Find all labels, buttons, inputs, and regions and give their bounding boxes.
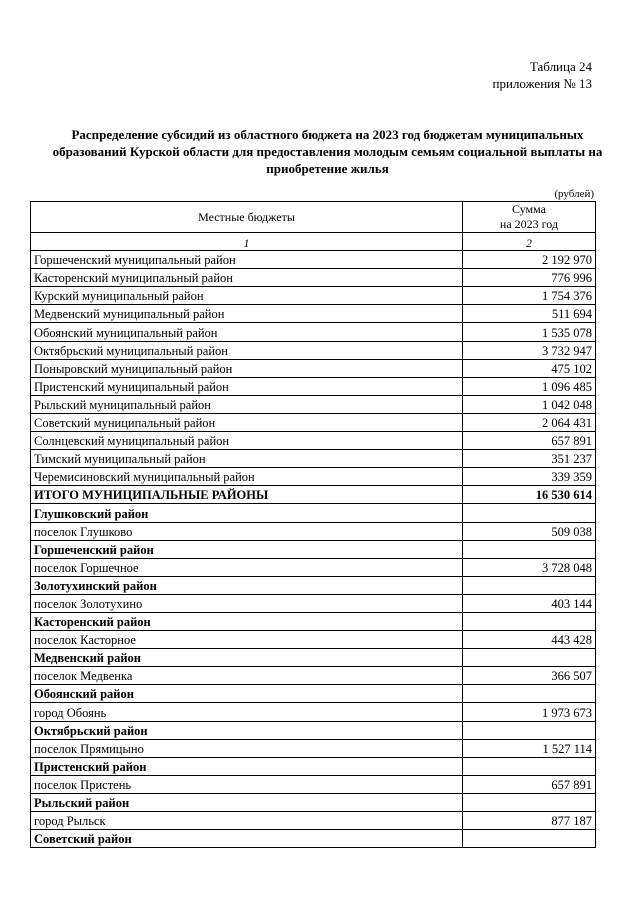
row-amount: 2 064 431 <box>463 413 596 431</box>
table-row <box>31 486 596 504</box>
row-budget-name: Обоянский район <box>31 685 463 703</box>
row-budget-name: Поныровский муниципальный район <box>31 359 463 377</box>
header-amount <box>463 202 596 233</box>
table-row <box>31 432 596 450</box>
table-row <box>31 612 596 630</box>
table-row <box>31 413 596 431</box>
table-row <box>31 685 596 703</box>
row-budget-name: Касторенский район <box>31 612 463 630</box>
row-budget-name: Солнцевский муниципальный район <box>31 432 463 450</box>
table-row <box>31 287 596 305</box>
row-budget-name: Медвенский район <box>31 649 463 667</box>
row-amount: 657 891 <box>463 432 596 450</box>
row-amount <box>463 576 596 594</box>
row-amount: 1 527 114 <box>463 739 596 757</box>
row-budget-name: Октябрьский муниципальный район <box>31 341 463 359</box>
row-amount <box>463 649 596 667</box>
table-row <box>31 649 596 667</box>
table-row <box>31 341 596 359</box>
row-amount <box>463 793 596 811</box>
row-amount <box>463 721 596 739</box>
row-amount <box>463 540 596 558</box>
table-row <box>31 540 596 558</box>
row-budget-name: поселок Прямицыно <box>31 739 463 757</box>
row-budget-name: Горшеченский муниципальный район <box>31 251 463 269</box>
column-number-2: 2 <box>463 233 596 251</box>
row-amount <box>463 612 596 630</box>
table-row <box>31 739 596 757</box>
row-amount: 877 187 <box>463 812 596 830</box>
document-title: Распределение субсидий из областного бюджета на 2023 год бюджетам муниципальных образований Курской области для предоставления молодым семьям социальной выплаты на приобретение жилья <box>52 127 603 176</box>
row-amount: 1 096 485 <box>463 377 596 395</box>
units-label: (рублей) <box>554 188 594 200</box>
table-row <box>31 395 596 413</box>
table-row <box>31 793 596 811</box>
row-amount <box>463 757 596 775</box>
row-amount: 339 359 <box>463 468 596 486</box>
row-budget-name: Пристенский район <box>31 757 463 775</box>
row-amount <box>463 830 596 848</box>
table-row <box>31 631 596 649</box>
table-row <box>31 450 596 468</box>
row-budget-name: поселок Касторное <box>31 631 463 649</box>
row-amount: 2 192 970 <box>463 251 596 269</box>
table-body <box>31 251 596 848</box>
row-amount: 366 507 <box>463 667 596 685</box>
table-row <box>31 830 596 848</box>
row-budget-name: Медвенский муниципальный район <box>31 305 463 323</box>
table-row <box>31 775 596 793</box>
row-amount: 403 144 <box>463 594 596 612</box>
row-amount: 3 728 048 <box>463 558 596 576</box>
row-budget-name: город Обоянь <box>31 703 463 721</box>
row-amount: 1 535 078 <box>463 323 596 341</box>
table-row <box>31 359 596 377</box>
row-amount: 511 694 <box>463 305 596 323</box>
row-amount: 1 754 376 <box>463 287 596 305</box>
row-budget-name: Курский муниципальный район <box>31 287 463 305</box>
column-number-1: 1 <box>31 233 463 251</box>
table-reference <box>493 58 592 92</box>
row-budget-name: Рыльский район <box>31 793 463 811</box>
row-budget-name: Тимский муниципальный район <box>31 450 463 468</box>
row-amount: 509 038 <box>463 522 596 540</box>
row-budget-name: Горшеченский район <box>31 540 463 558</box>
row-budget-name: поселок Пристень <box>31 775 463 793</box>
table-row <box>31 558 596 576</box>
row-budget-name: Советский район <box>31 830 463 848</box>
column-number-row <box>31 233 596 251</box>
table-row <box>31 323 596 341</box>
row-amount: 3 732 947 <box>463 341 596 359</box>
row-budget-name: Обоянский муниципальный район <box>31 323 463 341</box>
table-row <box>31 305 596 323</box>
row-amount <box>463 685 596 703</box>
table-header-row <box>31 202 596 233</box>
row-budget-name: Пристенский муниципальный район <box>31 377 463 395</box>
table-row <box>31 757 596 775</box>
row-amount: 16 530 614 <box>463 486 596 504</box>
row-budget-name: поселок Глушково <box>31 522 463 540</box>
table-row <box>31 594 596 612</box>
row-budget-name: город Рыльск <box>31 812 463 830</box>
reference-table-number: Таблица 24 <box>529 59 592 74</box>
table-row <box>31 468 596 486</box>
row-amount: 351 237 <box>463 450 596 468</box>
table-row <box>31 703 596 721</box>
budget-table <box>30 201 596 848</box>
row-budget-name: Октябрьский район <box>31 721 463 739</box>
row-amount: 443 428 <box>463 631 596 649</box>
row-budget-name: Золотухинский район <box>31 576 463 594</box>
header-local-budgets: Местные бюджеты <box>31 202 463 233</box>
header-amount-line2: на 2023 год <box>499 217 559 231</box>
table-row <box>31 721 596 739</box>
row-budget-name: поселок Горшечное <box>31 558 463 576</box>
table-row <box>31 667 596 685</box>
row-budget-name: Рыльский муниципальный район <box>31 395 463 413</box>
reference-appendix-number: приложения № 13 <box>492 76 592 91</box>
row-budget-name: Касторенский муниципальный район <box>31 269 463 287</box>
table-row <box>31 377 596 395</box>
row-budget-name: ИТОГО МУНИЦИПАЛЬНЫЕ РАЙОНЫ <box>31 486 463 504</box>
header-amount-line1: Сумма <box>512 202 546 216</box>
row-amount: 475 102 <box>463 359 596 377</box>
row-amount: 1 042 048 <box>463 395 596 413</box>
row-budget-name: Советский муниципальный район <box>31 413 463 431</box>
row-amount <box>463 504 596 522</box>
row-budget-name: поселок Медвенка <box>31 667 463 685</box>
table-row <box>31 504 596 522</box>
row-amount: 776 996 <box>463 269 596 287</box>
table-row <box>31 251 596 269</box>
table-row <box>31 522 596 540</box>
row-amount: 657 891 <box>463 775 596 793</box>
table-row <box>31 812 596 830</box>
table-row <box>31 576 596 594</box>
table-row <box>31 269 596 287</box>
row-budget-name: поселок Золотухино <box>31 594 463 612</box>
row-budget-name: Черемисиновский муниципальный район <box>31 468 463 486</box>
row-budget-name: Глушковский район <box>31 504 463 522</box>
row-amount: 1 973 673 <box>463 703 596 721</box>
